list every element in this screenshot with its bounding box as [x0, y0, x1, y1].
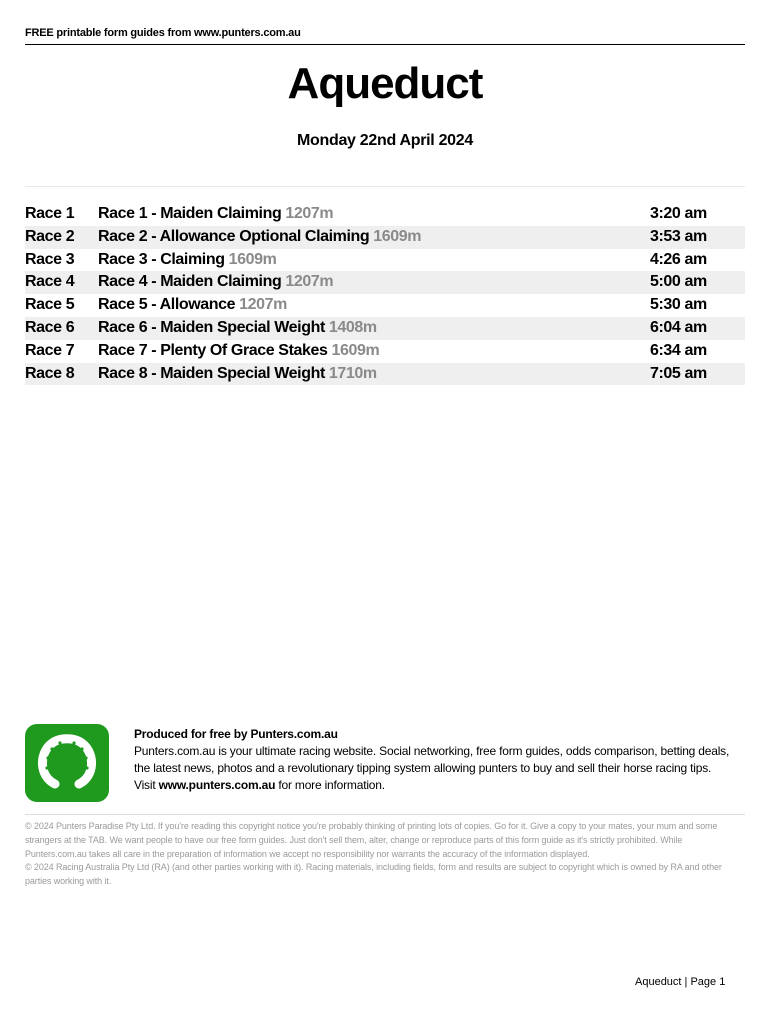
race-number: Race 6 [25, 318, 75, 336]
race-row [25, 294, 745, 317]
copyright-notice [25, 820, 745, 889]
race-distance: 1408m [328, 318, 377, 336]
horseshoe-icon [25, 724, 109, 802]
promo-title: Produced for free by Punters.com.au [134, 727, 338, 741]
race-number: Race 3 [25, 250, 75, 268]
race-list [25, 203, 745, 385]
race-title: Race 8 - Maiden Special Weight [98, 364, 325, 382]
promo-text: Punters.com.au is your ultimate racing website. Social networking, free form guides, odds comparison, betting deals, the latest news, photos and a revolutionary tipping system allowing punters to buy and sell their horse racing tips. [134, 744, 730, 775]
footer-divider [25, 814, 745, 815]
race-row [25, 249, 745, 272]
race-time: 4:26 am [650, 250, 707, 268]
race-number: Race 5 [25, 296, 75, 314]
website-link[interactable]: www.punters.com.au [158, 778, 276, 792]
race-time: 6:04 am [650, 318, 707, 336]
race-name [98, 203, 333, 226]
race-title: Race 6 - Maiden Special Weight [98, 318, 325, 336]
race-distance: 1207m [239, 296, 287, 314]
race-distance: 1609m [373, 227, 422, 245]
punters-logo [25, 724, 109, 802]
copyright-punters: © 2024 Punters Paradise Pty Ltd. If you're reading this copyright notice you're probably thinking of printing lots of copies. Go for it. Give a copy to your mates, your mum and some strangers at the TAB. We want people to have our free form guides. Just don't sell them, alter, change or reproduce parts of this form guide as it's strictly prohibited. While Punters.com.au takes all care in the preparation of information we accept no responsibility nor warrants the accuracy of the information displayed. [25, 821, 718, 859]
race-row [25, 271, 745, 294]
race-title: Race 1 - Maiden Claiming [98, 205, 282, 222]
header-divider [25, 44, 745, 45]
race-distance: 1710m [328, 364, 377, 382]
race-title: Race 2 - Allowance Optional Claiming [98, 227, 370, 245]
race-time: 3:53 am [650, 227, 707, 245]
race-time: 3:20 am [650, 205, 707, 222]
list-divider [25, 186, 745, 187]
race-number: Race 8 [25, 364, 75, 382]
page-footer: Aqueduct | Page 1 [635, 976, 726, 988]
race-name [98, 294, 287, 317]
race-name [98, 340, 379, 363]
race-distance: 1207m [285, 205, 334, 222]
race-distance: 1609m [228, 250, 277, 268]
race-title: Race 4 - Maiden Claiming [98, 273, 282, 291]
page-title: Aqueduct [287, 59, 483, 108]
race-name [98, 363, 377, 386]
meeting-date: Monday 22nd April 2024 [297, 132, 473, 149]
race-row [25, 203, 745, 226]
copyright-racing-australia: © 2024 Racing Australia Pty Ltd (RA) (and other parties working with it). Racing materials, including fields, form and results are subject to copyright which is owned by RA and other parties working with it. [25, 862, 722, 887]
header-note: FREE printable form guides from www.punters.com.au [25, 27, 301, 39]
race-name [98, 249, 276, 272]
race-row [25, 340, 745, 363]
race-time: 5:30 am [650, 296, 707, 314]
race-time: 6:34 am [650, 341, 707, 359]
race-title: Race 7 - Plenty Of Grace Stakes [98, 341, 328, 359]
race-distance: 1609m [331, 341, 380, 359]
race-time: 5:00 am [650, 273, 707, 291]
race-title: Race 3 - Claiming [98, 250, 225, 268]
race-row [25, 317, 745, 340]
promo-visit [134, 777, 746, 794]
race-name [98, 271, 333, 294]
race-name [98, 226, 421, 249]
race-distance: 1207m [285, 273, 334, 291]
visit-prefix: Visit [134, 778, 159, 792]
visit-suffix: for more information. [275, 778, 385, 792]
race-number: Race 1 [25, 205, 75, 222]
race-number: Race 7 [25, 341, 75, 359]
race-row [25, 226, 745, 249]
race-number: Race 2 [25, 227, 75, 245]
race-time: 7:05 am [650, 364, 707, 382]
race-name [98, 317, 377, 340]
race-title: Race 5 - Allowance [98, 296, 236, 314]
race-row [25, 363, 745, 386]
promo-block [134, 726, 746, 794]
race-number: Race 4 [25, 273, 75, 291]
